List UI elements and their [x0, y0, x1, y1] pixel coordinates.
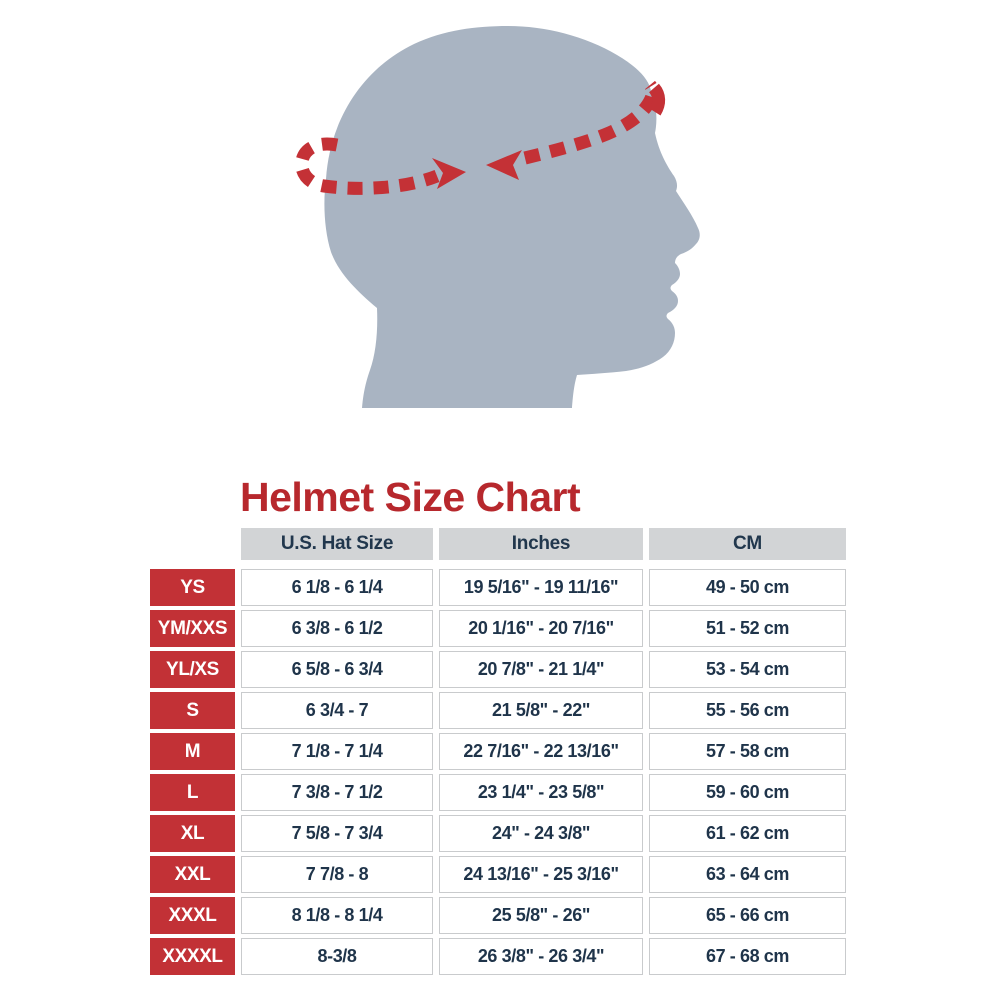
size-label-cell: YS	[150, 569, 235, 606]
inches-cell: 22 7/16" - 22 13/16"	[439, 733, 643, 770]
inches-cell: 20 7/8" - 21 1/4"	[439, 651, 643, 688]
hat-size-cell: 8-3/8	[241, 938, 433, 975]
inches-cell: 26 3/8" - 26 3/4"	[439, 938, 643, 975]
inches-cell: 21 5/8" - 22"	[439, 692, 643, 729]
inches-cell: 19 5/16" - 19 11/16"	[439, 569, 643, 606]
inches-cell: 20 1/16" - 20 7/16"	[439, 610, 643, 647]
head-profile-silhouette-icon	[324, 26, 699, 408]
size-label-cell: XXXXL	[150, 938, 235, 975]
cm-cell: 49 - 50 cm	[649, 569, 846, 606]
size-label-cell: XXXL	[150, 897, 235, 934]
size-label-cell: XXL	[150, 856, 235, 893]
hat-size-cell: 6 1/8 - 6 1/4	[241, 569, 433, 606]
size-label-cell: L	[150, 774, 235, 811]
page-title: Helmet Size Chart	[240, 474, 581, 520]
inches-cell: 25 5/8" - 26"	[439, 897, 643, 934]
hat-size-cell: 8 1/8 - 8 1/4	[241, 897, 433, 934]
hat-size-cell: 7 7/8 - 8	[241, 856, 433, 893]
table-corner-spacer	[150, 528, 235, 560]
column-header-hat-size: U.S. Hat Size	[241, 528, 433, 560]
cm-cell: 61 - 62 cm	[649, 815, 846, 852]
tape-end-curl	[654, 88, 659, 112]
hat-size-cell: 6 5/8 - 6 3/4	[241, 651, 433, 688]
column-header-inches: Inches	[439, 528, 643, 560]
cm-cell: 63 - 64 cm	[649, 856, 846, 893]
size-label-cell: YL/XS	[150, 651, 235, 688]
size-label-cell: XL	[150, 815, 235, 852]
helmet-size-table	[150, 528, 846, 975]
column-header-cm: CM	[649, 528, 846, 560]
cm-cell: 59 - 60 cm	[649, 774, 846, 811]
hat-size-cell: 6 3/4 - 7	[241, 692, 433, 729]
size-label-cell: M	[150, 733, 235, 770]
inches-cell: 24 13/16" - 25 3/16"	[439, 856, 643, 893]
hat-size-cell: 7 1/8 - 7 1/4	[241, 733, 433, 770]
inches-cell: 23 1/4" - 23 5/8"	[439, 774, 643, 811]
hat-size-cell: 6 3/8 - 6 1/2	[241, 610, 433, 647]
hat-size-cell: 7 5/8 - 7 3/4	[241, 815, 433, 852]
cm-cell: 53 - 54 cm	[649, 651, 846, 688]
hat-size-cell: 7 3/8 - 7 1/2	[241, 774, 433, 811]
inches-cell: 24" - 24 3/8"	[439, 815, 643, 852]
size-label-cell: YM/XXS	[150, 610, 235, 647]
cm-cell: 67 - 68 cm	[649, 938, 846, 975]
head-measurement-diagram	[0, 0, 1000, 470]
cm-cell: 65 - 66 cm	[649, 897, 846, 934]
size-label-cell: S	[150, 692, 235, 729]
cm-cell: 55 - 56 cm	[649, 692, 846, 729]
cm-cell: 57 - 58 cm	[649, 733, 846, 770]
cm-cell: 51 - 52 cm	[649, 610, 846, 647]
